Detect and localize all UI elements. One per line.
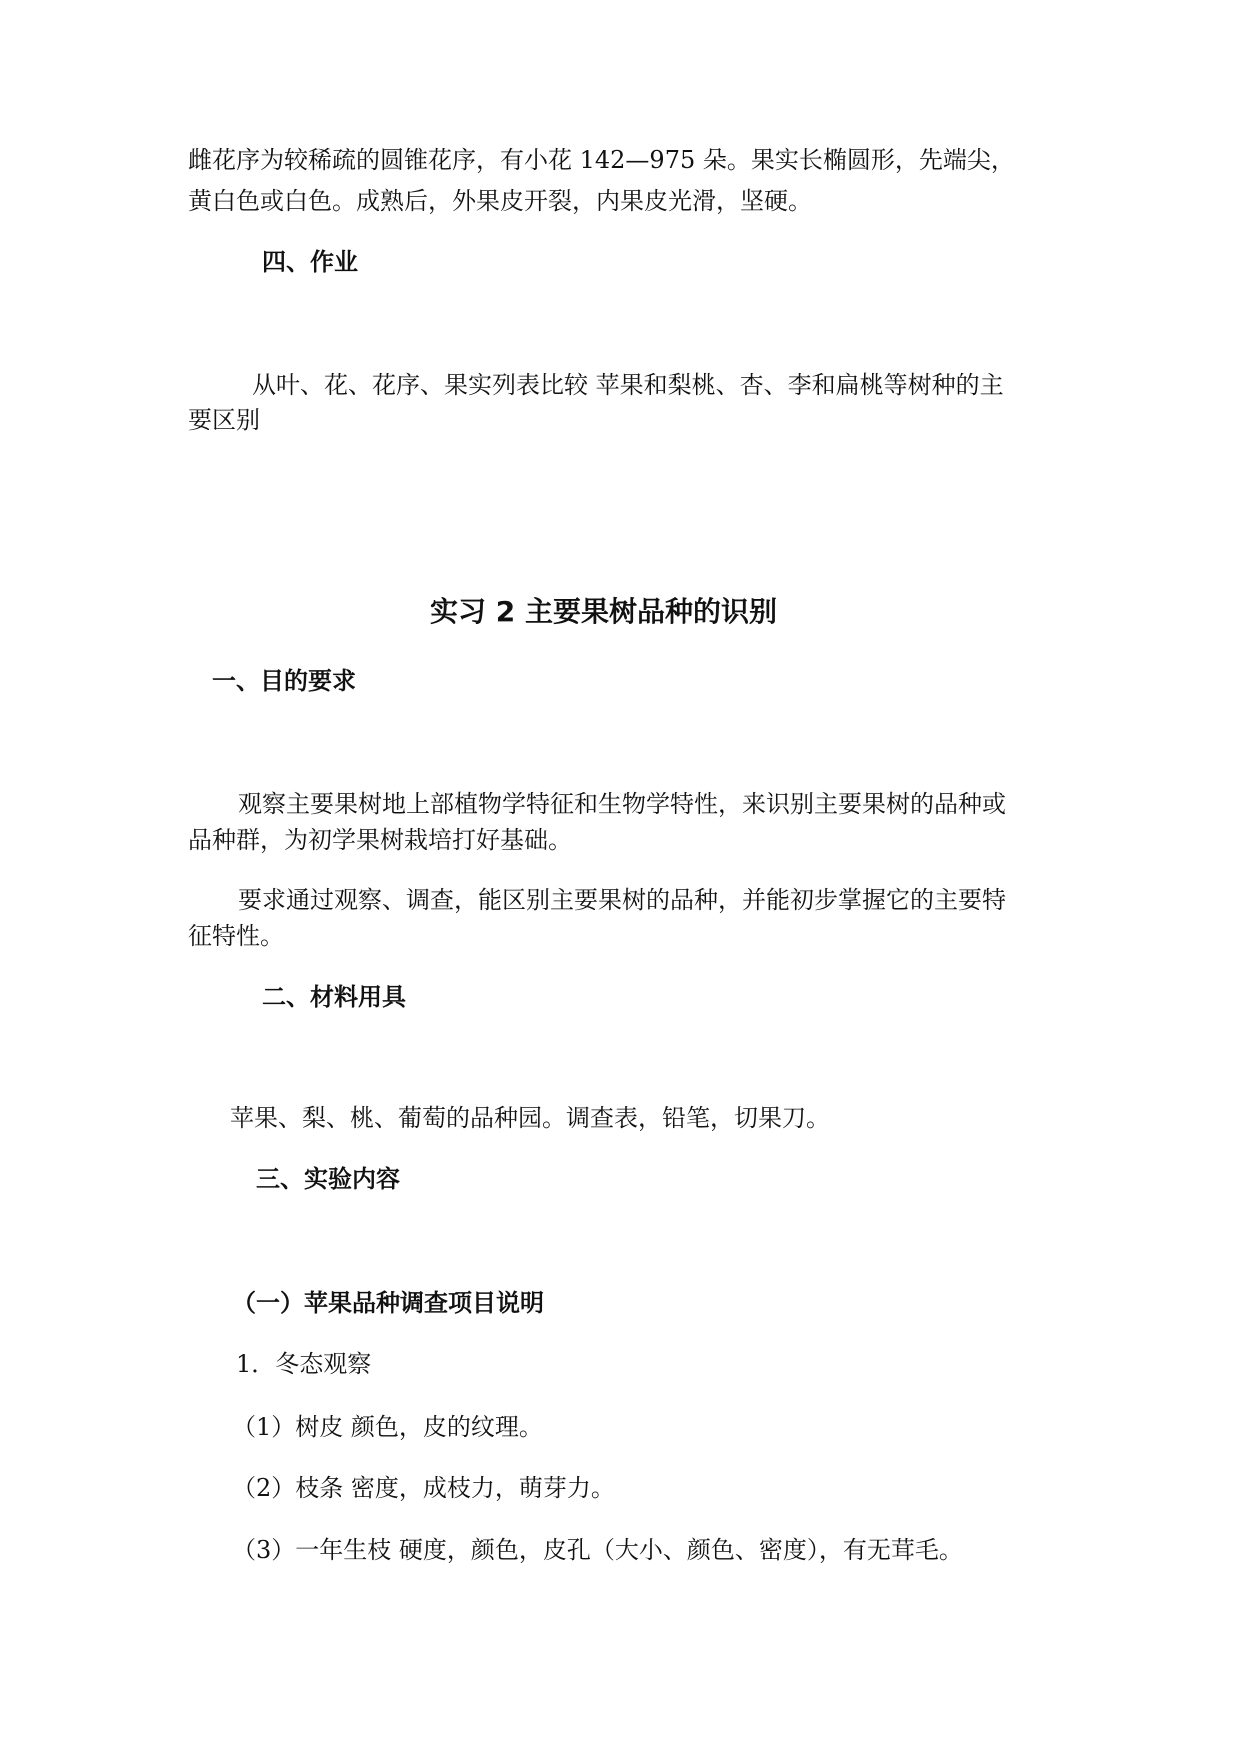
homework-heading: 四、作业	[262, 248, 358, 276]
page-title: 实习 2 主要果树品种的识别	[430, 595, 777, 628]
subsection-heading: （一）苹果品种调查项目说明	[232, 1289, 544, 1317]
paragraph-line: 从叶、花、花序、果实列表比较 苹果和梨桃、杏、李和扁桃等树种的主	[252, 371, 1004, 399]
section-heading: 二、材料用具	[262, 983, 406, 1011]
materials-text: 苹果、梨、桃、葡萄的品种园。调查表，铅笔，切果刀。	[230, 1104, 830, 1132]
paragraph-line: 要求通过观察、调查，能区别主要果树的品种，并能初步掌握它的主要特	[238, 886, 1006, 914]
section-heading: 一、目的要求	[212, 667, 356, 695]
paragraph-line: 要区别	[188, 406, 260, 434]
section-heading: 三、实验内容	[256, 1165, 400, 1193]
list-item: 1．冬态观察	[236, 1350, 372, 1378]
paragraph-line: 征特性。	[188, 922, 284, 950]
list-item: （1）树皮 颜色，皮的纹理。	[232, 1413, 543, 1441]
list-item: （2）枝条 密度，成枝力，萌芽力。	[232, 1474, 615, 1502]
paragraph-line: 品种群，为初学果树栽培打好基础。	[188, 826, 572, 854]
list-item: （3）一年生枝 硬度，颜色，皮孔（大小、颜色、密度），有无茸毛。	[232, 1536, 963, 1564]
paragraph-line: 雌花序为较稀疏的圆锥花序，有小花 142—975 朵。果实长椭圆形，先端尖，	[188, 146, 1015, 174]
paragraph-line: 观察主要果树地上部植物学特征和生物学特性，来识别主要果树的品种或	[238, 790, 1006, 818]
paragraph-line: 黄白色或白色。成熟后，外果皮开裂，内果皮光滑，坚硬。	[188, 187, 812, 215]
